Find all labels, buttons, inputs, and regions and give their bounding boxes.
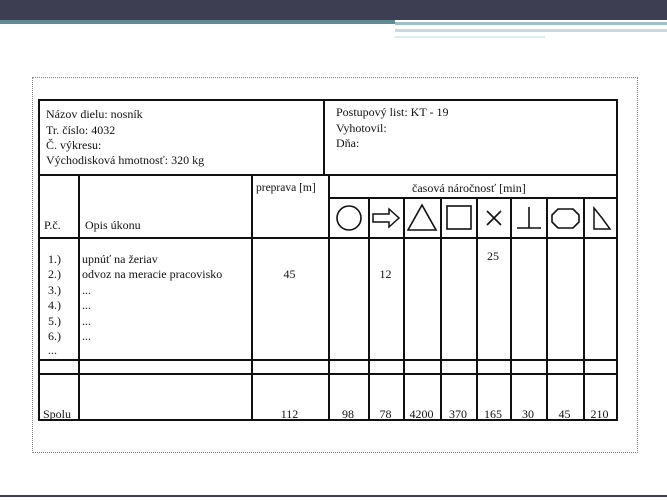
process-sheet-table — [38, 99, 618, 421]
slide-bottom-line — [0, 495, 667, 497]
totals-value-5: 165 — [484, 407, 502, 421]
prepared-by: Vyhotovil: — [336, 121, 387, 135]
cross-x-icon — [478, 201, 510, 235]
row-number-header: P.č. — [44, 218, 61, 232]
inspection-triangle-icon — [405, 201, 440, 235]
arrow-time-value: 12 — [379, 267, 392, 281]
totals-value-6: 30 — [522, 407, 534, 421]
cross-time-value: 25 — [487, 249, 499, 263]
totals-label: Spolu — [43, 407, 72, 421]
process-sheet-id: Postupový list: KT - 19 — [336, 105, 449, 119]
row-number-4: 4.) — [48, 298, 61, 312]
totals-value-7: 45 — [558, 407, 571, 421]
totals-transport: 112 — [280, 407, 299, 421]
totals-value-3: 4200 — [409, 407, 434, 421]
task-3: ... — [82, 283, 91, 297]
transport-arrow-icon — [370, 201, 403, 235]
task-5: ... — [82, 314, 91, 328]
class-number: Tr. číslo: 4032 — [46, 123, 116, 137]
transport-header: preprava [m] — [256, 182, 316, 194]
time-group-header: časová náročnosť [min] — [412, 181, 526, 195]
row-number-3: 3.) — [48, 283, 61, 297]
operation-circle-icon — [330, 201, 368, 235]
col-divider-2 — [251, 174, 253, 421]
task-1: upnúť na žeriav — [82, 252, 158, 266]
perpendicular-icon — [512, 201, 546, 235]
row-number-6: 6.) — [48, 329, 61, 343]
totals-value-4: 370 — [449, 407, 467, 421]
col-divider-1 — [78, 174, 80, 421]
task-header: Opis úkonu — [85, 218, 141, 232]
octagon-icon — [548, 201, 583, 235]
totals-value-8: 210 — [590, 407, 609, 421]
initial-mass: Východisková hmotnosť: 320 kg — [46, 153, 205, 167]
storage-square-icon — [442, 201, 476, 235]
transport-value: 45 — [283, 267, 296, 281]
task-6: ... — [82, 329, 91, 343]
date-label: Dňa: — [336, 136, 360, 150]
slide-decor-lines — [395, 20, 667, 38]
task-2: odvoz na meracie pracovisko — [82, 267, 223, 281]
totals-value-2: 78 — [379, 407, 392, 421]
header-vdivider — [323, 101, 325, 174]
row-number-7: ... — [48, 343, 57, 357]
flag-icon — [585, 201, 616, 235]
part-name: Názov dielu: nosník — [46, 107, 143, 121]
drawing-number: Č. výkresu: — [46, 138, 102, 152]
row-number-2: 2.) — [48, 267, 61, 281]
task-4: ... — [82, 298, 91, 312]
slide-top-bar — [0, 0, 667, 22]
totals-value-1: 98 — [342, 407, 354, 421]
row-number-5: 5.) — [48, 314, 61, 328]
row-number-1: 1.) — [48, 252, 61, 266]
time-group-divider — [328, 197, 616, 199]
